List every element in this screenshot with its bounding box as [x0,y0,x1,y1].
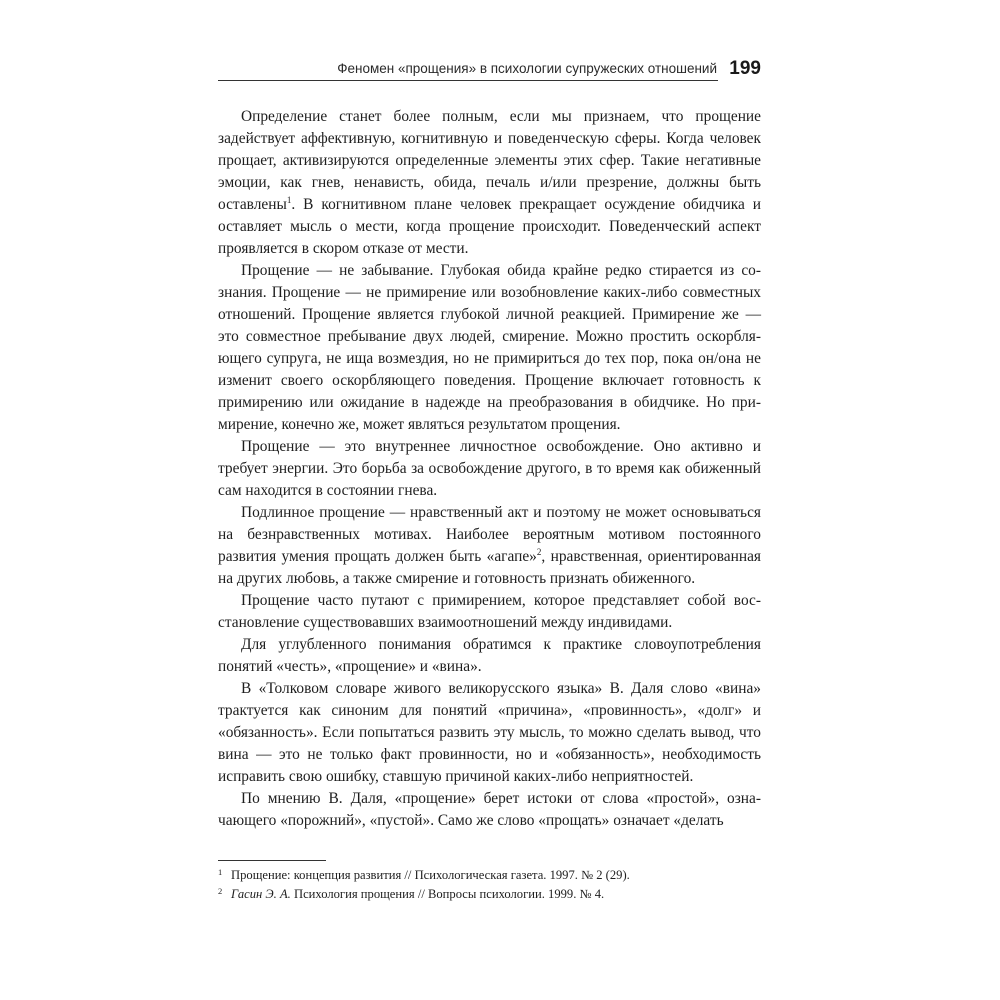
paragraph-5: Прощение часто путают с примирением, которое представляет собой восстановление существовавших взаимоотношений между индивидами. [218,592,761,631]
page-number: 199 [729,58,761,79]
paragraph-1 [218,106,761,260]
footnote-ref-1[interactable]: 1 [286,194,292,205]
paragraph-1-text-a: Определение станет более полным, если мы признаем, что прощение задействует аффективную, когнитивную и поведенческую сферы. Когда человек прощает, активизируются определенные элементы этих сфер. Такие негативные эмоции, как гнев, ненависть, обида, печаль и/или презрение, должны быть оставлены [218,108,761,213]
paragraph-7: В «Толковом словаре живого великорусского языка» В. Даля слово «вина» трактуется как синоним для понятий «причина», «провинность», «долг» и «обязанность». Если попытаться развить эту мысль, то можно сделать вывод, что вина — это не только факт провинности, но и «обязанность», необходимость исправить свою ошибку, ставшую причиной каких-либо неприятностей. [218,680,761,785]
paragraph-6: Для углубленного понимания обратимся к практике словоупотребления понятий «честь», «прощение» и «вина». [218,636,761,675]
paragraph-3: Прощение — это внутреннее личностное освобождение. Оно активно и требует энергии. Это борьба за освобождение другого, в то время как обиженный сам находится в состоянии гнева. [218,438,761,499]
running-title: Феномен «прощения» в психологии супружеских отношений [337,61,717,76]
footnote-rule [218,860,326,861]
running-header [218,58,761,84]
paragraph-1-text-b: . В когнитивном плане человек прекращает осуждение обидчика и оставляет мысль о мести, когда прощение происходит. Поведенческий аспект проявляется в скором отказе от мести. [218,196,761,257]
footnote-2-text: Психология прощения // Вопросы психологии. 1999. № 4. [290,887,605,901]
footnote-2-author: Гасин Э. А. [231,887,291,901]
paragraph-4-text-a: Подлинное прощение — нравственный акт и поэтому не может основываться на безнравственных мотивах. Наиболее вероятным мотивом постоянного развития умения прощать должен быть «агапе» [218,504,761,565]
body-text [218,106,761,832]
footnote-2 [218,885,761,904]
footnote-ref-2[interactable]: 2 [536,546,542,557]
paragraph-4-text-b: , нравственная, ориентированная на других любовь, а также смирение и готовность признать обиженного. [218,548,762,587]
footnote-mark-2: 2 [218,886,223,896]
footnotes [218,866,761,904]
header-rule [218,80,718,81]
footnote-1 [218,866,761,885]
paragraph-8: По мнению В. Даля, «прощение» берет истоки от слова «простой», означающего «порожний», «пустой». Само же слово «прощать» означает «делать [218,790,761,829]
paragraph-2: Прощение — не забывание. Глубокая обида крайне редко стирается из сознания. Прощение — не примирение или возобновление каких-либо совместных отношений. Прощение является глубокой личной реакцией. Примирение же — это совместное пребывание двух людей, смирение. Можно простить оскорбляющего супруга, не ища возмездия, но не примириться до тех пор, пока он/она не изменит своего оскорбляющего поведения. Прощение включает готовность к примирению или ожидание в надежде на преобразования в обидчике. Но примирение, конечно же, может являться результатом прощения. [218,262,761,433]
paragraph-4 [218,502,761,590]
footnote-1-text: Прощение: концепция развития // Психологическая газета. 1997. № 2 (29). [231,868,630,882]
footnote-mark-1: 1 [218,867,223,877]
